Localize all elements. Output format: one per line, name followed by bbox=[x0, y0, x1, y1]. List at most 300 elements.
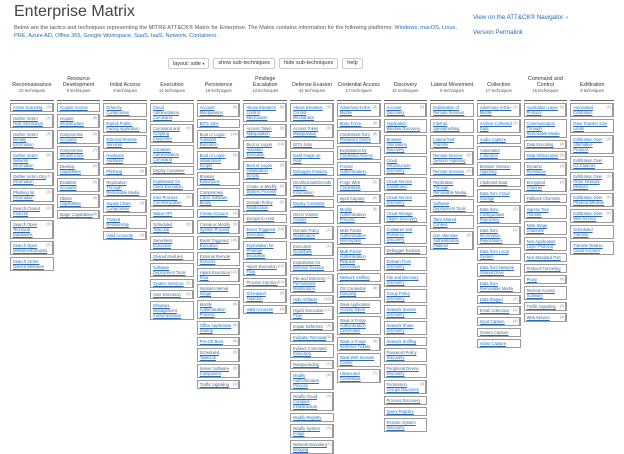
technique-cell[interactable] bbox=[337, 205, 381, 224]
technique-cell[interactable] bbox=[430, 178, 474, 197]
tactic-name: Resource Development bbox=[62, 76, 95, 88]
technique-cell[interactable] bbox=[384, 103, 428, 117]
technique-cell[interactable] bbox=[524, 205, 568, 219]
technique-cell[interactable] bbox=[197, 119, 241, 128]
technique-name: Web Service bbox=[526, 315, 550, 320]
technique-cell[interactable] bbox=[384, 321, 428, 335]
technique-cell[interactable] bbox=[103, 119, 147, 133]
technique-name: Scheduled Task/Job bbox=[246, 291, 266, 301]
tactic-header[interactable] bbox=[103, 75, 147, 101]
technique-cell[interactable] bbox=[570, 103, 614, 117]
technique-cell[interactable] bbox=[384, 348, 428, 362]
technique-cell[interactable] bbox=[57, 210, 101, 219]
page-description bbox=[14, 24, 464, 41]
technique-cell[interactable] bbox=[197, 364, 241, 378]
technique-cell[interactable] bbox=[57, 130, 101, 144]
technique-name: Network Sniffing bbox=[386, 339, 417, 344]
technique-cell[interactable] bbox=[337, 178, 381, 192]
technique-cell[interactable] bbox=[150, 263, 194, 277]
sub-technique-count: (4) bbox=[326, 394, 331, 398]
technique-cell[interactable] bbox=[197, 236, 241, 250]
technique-cell[interactable] bbox=[477, 295, 521, 304]
technique-cell[interactable] bbox=[384, 396, 428, 405]
technique-name: Masquerading bbox=[293, 362, 320, 367]
technique-cell[interactable] bbox=[10, 103, 54, 112]
technique-cell[interactable] bbox=[570, 241, 614, 255]
tactic-header[interactable] bbox=[570, 75, 614, 101]
technique-cell[interactable] bbox=[290, 274, 334, 293]
technique-name: Indicator Removal bbox=[293, 335, 327, 340]
technique-cell[interactable] bbox=[290, 199, 334, 208]
tactic-column bbox=[570, 75, 614, 408]
technique-cell[interactable] bbox=[290, 392, 334, 411]
sub-technique-count: (5) bbox=[233, 366, 238, 370]
technique-cell[interactable] bbox=[150, 290, 194, 299]
technique-cell[interactable] bbox=[197, 172, 241, 186]
technique-name: Credentials from Password Stores bbox=[339, 132, 371, 142]
technique-cell[interactable] bbox=[524, 178, 568, 192]
technique-cell[interactable] bbox=[384, 380, 428, 394]
technique-name: Adversary-in-the-Middle bbox=[339, 105, 372, 115]
technique-name: External Remote Services bbox=[199, 254, 231, 264]
tactic-technique-count: 42 techniques bbox=[298, 88, 325, 93]
technique-cell[interactable] bbox=[477, 339, 521, 348]
sub-technique-count: (3) bbox=[46, 105, 51, 109]
technique-name: Acquire Infrastructure bbox=[59, 116, 84, 126]
technique-cell[interactable] bbox=[430, 231, 474, 250]
technique-cell[interactable] bbox=[243, 214, 287, 223]
technique-cell[interactable] bbox=[384, 135, 428, 154]
technique-name: Stage Capabilities bbox=[59, 212, 93, 217]
technique-cell[interactable] bbox=[337, 300, 381, 314]
technique-cell[interactable] bbox=[337, 226, 381, 245]
technique-cell[interactable] bbox=[477, 119, 521, 133]
technique-cell[interactable] bbox=[150, 166, 194, 175]
technique-cell[interactable] bbox=[524, 162, 568, 176]
technique-name: Compromise Client Software Binary bbox=[199, 190, 228, 205]
technique-name: Unsecured Credentials bbox=[339, 371, 361, 381]
tactic-name: Execution bbox=[160, 82, 184, 88]
hide-sub-techniques-button[interactable]: hide sub-techniques bbox=[279, 58, 338, 69]
technique-cell[interactable] bbox=[524, 151, 568, 160]
sub-technique-count: (5) bbox=[279, 105, 285, 109]
technique-cell[interactable] bbox=[477, 205, 521, 224]
technique-cell[interactable] bbox=[570, 119, 614, 133]
technique-cell[interactable] bbox=[243, 182, 287, 196]
tactic-name: Initial Access bbox=[109, 82, 141, 88]
technique-cell[interactable] bbox=[243, 262, 287, 276]
technique-name: Browser Extensions bbox=[199, 174, 220, 184]
technique-cell[interactable] bbox=[477, 146, 521, 160]
technique-cell[interactable] bbox=[150, 236, 194, 250]
technique-name: Steal Web Session Cookie bbox=[339, 355, 375, 365]
technique-cell[interactable] bbox=[197, 300, 241, 319]
technique-cell[interactable] bbox=[57, 178, 101, 192]
technique-cell[interactable] bbox=[197, 188, 241, 207]
technique-cell[interactable] bbox=[197, 348, 241, 362]
technique-cell[interactable] bbox=[150, 279, 194, 288]
technique-cell[interactable] bbox=[290, 178, 334, 197]
technique-cell[interactable] bbox=[103, 231, 147, 240]
technique-cell[interactable] bbox=[197, 252, 241, 266]
technique-cell[interactable] bbox=[570, 172, 614, 191]
technique-name: Event Triggered Execution bbox=[246, 227, 276, 237]
sub-technique-count: (5) bbox=[233, 350, 238, 354]
technique-cell[interactable] bbox=[10, 241, 54, 255]
technique-name: Command and Scripting Interpreter bbox=[153, 126, 180, 141]
technique-cell[interactable] bbox=[290, 242, 334, 256]
technique-cell[interactable] bbox=[290, 210, 334, 224]
technique-name: Use Alternate Authentication Material bbox=[433, 233, 460, 248]
technique-cell[interactable] bbox=[290, 344, 334, 358]
technique-name: Data Staged bbox=[479, 297, 503, 302]
technique-cell[interactable] bbox=[337, 103, 381, 117]
technique-name: Data Encoding bbox=[526, 142, 554, 147]
technique-cell[interactable] bbox=[430, 199, 474, 213]
technique-cell[interactable] bbox=[103, 178, 147, 197]
technique-cell[interactable] bbox=[150, 209, 194, 218]
technique-cell[interactable] bbox=[290, 306, 334, 320]
tactic-header[interactable] bbox=[430, 75, 474, 101]
sub-technique-count: (3) bbox=[186, 292, 191, 296]
technique-cell[interactable] bbox=[430, 119, 474, 133]
sub-technique-count: (4) bbox=[279, 307, 285, 311]
sub-technique-count: (2) bbox=[513, 297, 518, 301]
technique-cell[interactable] bbox=[337, 119, 381, 128]
technique-cell[interactable] bbox=[384, 119, 428, 133]
technique-name: Drive-by Compromise bbox=[106, 105, 130, 115]
technique-name: Non-Standard Port bbox=[526, 255, 561, 260]
technique-cell[interactable] bbox=[290, 103, 334, 122]
technique-cell[interactable] bbox=[290, 258, 334, 272]
technique-name: Software Deployment Tools bbox=[153, 265, 186, 275]
sub-technique-count: (2) bbox=[326, 276, 331, 280]
technique-cell[interactable] bbox=[150, 177, 194, 191]
technique-cell[interactable] bbox=[384, 193, 428, 207]
tactic-header[interactable] bbox=[524, 75, 568, 101]
technique-cell[interactable] bbox=[57, 114, 101, 128]
technique-cell[interactable] bbox=[384, 273, 428, 287]
technique-cell[interactable] bbox=[103, 199, 147, 213]
technique-cell[interactable] bbox=[243, 241, 287, 260]
technique-name: Data from Configuration Repository bbox=[479, 207, 505, 222]
technique-cell[interactable] bbox=[384, 364, 428, 378]
technique-cell[interactable] bbox=[243, 225, 287, 239]
technique-cell[interactable] bbox=[290, 424, 334, 438]
sub-technique-count: (4) bbox=[233, 222, 238, 226]
technique-name: Password Policy Discovery bbox=[386, 350, 417, 360]
technique-name: Domain Policy Modification bbox=[293, 228, 320, 238]
technique-cell[interactable] bbox=[430, 167, 474, 176]
technique-cell[interactable] bbox=[384, 177, 428, 191]
technique-cell[interactable] bbox=[103, 103, 147, 117]
show-sub-techniques-button[interactable]: show sub-techniques bbox=[213, 58, 275, 69]
technique-cell[interactable] bbox=[337, 194, 381, 203]
sub-technique-count: (4) bbox=[466, 233, 471, 237]
technique-cell[interactable] bbox=[243, 305, 287, 314]
technique-cell[interactable] bbox=[477, 103, 521, 117]
technique-cell[interactable] bbox=[384, 209, 428, 223]
technique-cell[interactable] bbox=[337, 284, 381, 298]
technique-cell[interactable] bbox=[477, 247, 521, 261]
technique-name: Search Victim-Owned Websites bbox=[13, 259, 44, 269]
sub-technique-count: (4) bbox=[513, 319, 518, 323]
technique-name: Non-Application Layer Protocol bbox=[526, 239, 556, 249]
technique-cell[interactable] bbox=[524, 237, 568, 251]
technique-name: Archive Collected Data bbox=[479, 121, 512, 131]
sub-technique-count: (4) bbox=[279, 184, 285, 188]
tactic-header[interactable] bbox=[57, 75, 101, 101]
navigator-link[interactable] bbox=[473, 14, 568, 21]
technique-cell[interactable] bbox=[150, 124, 194, 143]
technique-cell[interactable] bbox=[524, 286, 568, 300]
technique-name: Group Policy Discovery bbox=[386, 291, 410, 301]
technique-cell[interactable] bbox=[243, 289, 287, 303]
technique-name: Access Token Manipulation bbox=[293, 126, 319, 136]
technique-name: Network Sniffing bbox=[339, 275, 370, 280]
technique-cell[interactable] bbox=[477, 162, 521, 176]
technique-cell[interactable] bbox=[197, 321, 241, 335]
technique-cell[interactable] bbox=[57, 103, 101, 112]
technique-cell[interactable] bbox=[197, 337, 241, 346]
technique-cell[interactable] bbox=[384, 257, 428, 271]
sub-technique-count: (8) bbox=[373, 286, 378, 290]
technique-name: Hide Artifacts bbox=[293, 297, 318, 302]
technique-cell[interactable] bbox=[384, 407, 428, 416]
technique-cell[interactable] bbox=[337, 162, 381, 176]
technique-name: Automated Collection bbox=[479, 148, 500, 158]
technique-cell[interactable] bbox=[290, 167, 334, 176]
technique-cell[interactable] bbox=[197, 151, 241, 170]
technique-name: Data Obfuscation bbox=[526, 153, 559, 158]
technique-cell[interactable] bbox=[103, 167, 147, 176]
technique-cell[interactable] bbox=[524, 194, 568, 203]
technique-cell[interactable] bbox=[524, 253, 568, 262]
tactic-header[interactable] bbox=[10, 75, 54, 101]
technique-cell[interactable] bbox=[524, 140, 568, 149]
technique-cell[interactable] bbox=[290, 440, 334, 454]
technique-cell[interactable] bbox=[10, 114, 54, 128]
technique-cell[interactable] bbox=[570, 135, 614, 154]
technique-cell[interactable] bbox=[290, 371, 334, 390]
technique-cell[interactable] bbox=[384, 337, 428, 346]
technique-cell[interactable] bbox=[150, 301, 194, 320]
technique-cell[interactable] bbox=[524, 313, 568, 322]
technique-cell[interactable] bbox=[150, 220, 194, 234]
technique-cell[interactable] bbox=[103, 151, 147, 165]
technique-cell[interactable] bbox=[570, 209, 614, 223]
technique-cell[interactable] bbox=[524, 275, 568, 284]
sub-technique-count: (4) bbox=[559, 277, 565, 281]
technique-cell[interactable] bbox=[10, 204, 54, 218]
technique-cell[interactable] bbox=[197, 284, 241, 298]
sub-technique-count: (5) bbox=[233, 339, 238, 343]
sub-technique-count: (3) bbox=[513, 121, 518, 125]
technique-name: Audio Capture bbox=[479, 137, 507, 142]
tactic-technique-count: 16 techniques bbox=[532, 88, 559, 93]
technique-cell[interactable] bbox=[290, 226, 334, 240]
technique-cell[interactable] bbox=[290, 413, 334, 422]
technique-cell[interactable] bbox=[150, 103, 194, 122]
sub-technique-count: (12) bbox=[231, 270, 238, 274]
technique-cell[interactable] bbox=[10, 130, 54, 149]
technique-cell[interactable] bbox=[57, 146, 101, 160]
technique-name: Exploitation of Remote Services bbox=[433, 105, 465, 115]
tactic-header[interactable] bbox=[477, 75, 521, 101]
technique-cell[interactable] bbox=[384, 418, 428, 432]
technique-cell[interactable] bbox=[430, 215, 474, 229]
technique-cell[interactable] bbox=[524, 103, 568, 117]
sub-technique-count: (16) bbox=[277, 227, 285, 231]
technique-name: Windows Management Instrumentation bbox=[153, 303, 182, 318]
technique-cell[interactable] bbox=[477, 279, 521, 293]
tactic-header[interactable] bbox=[197, 75, 241, 101]
technique-cell[interactable] bbox=[197, 220, 241, 234]
technique-cell[interactable] bbox=[290, 295, 334, 304]
technique-name: System Services bbox=[153, 281, 184, 286]
technique-cell[interactable] bbox=[10, 172, 54, 186]
technique-cell[interactable] bbox=[150, 252, 194, 261]
technique-name: Exploitation for Client Execution bbox=[153, 179, 183, 189]
platforms-links[interactable]: Windows, macOS, Linux, PRE, Azure AD, Office 365, Google Workspace, SaaS, IaaS, Network, Containers. bbox=[14, 25, 457, 40]
technique-cell[interactable] bbox=[430, 151, 474, 165]
technique-cell[interactable] bbox=[197, 130, 241, 149]
tactic-name: Exfiltration bbox=[579, 82, 605, 88]
sub-technique-count: (8) bbox=[92, 116, 98, 120]
technique-name: Data Transfer Size Limits bbox=[573, 121, 608, 131]
version-permalink[interactable]: Version Permalink bbox=[473, 29, 523, 36]
technique-cell[interactable] bbox=[384, 225, 428, 244]
sub-technique-count: (3) bbox=[92, 180, 98, 184]
technique-cell[interactable] bbox=[243, 103, 287, 122]
technique-cell[interactable] bbox=[337, 247, 381, 271]
technique-cell[interactable] bbox=[337, 369, 381, 383]
technique-name: Automated Exfiltration bbox=[573, 105, 594, 115]
sub-technique-count: (8) bbox=[326, 335, 331, 339]
technique-cell[interactable] bbox=[524, 119, 568, 138]
technique-cell[interactable] bbox=[477, 306, 521, 315]
help-button[interactable]: help bbox=[342, 58, 362, 69]
technique-cell[interactable] bbox=[10, 151, 54, 170]
technique-cell[interactable] bbox=[524, 221, 568, 235]
technique-cell[interactable] bbox=[477, 135, 521, 144]
technique-cell[interactable] bbox=[290, 322, 334, 331]
technique-cell[interactable] bbox=[337, 146, 381, 160]
technique-name: Browser Session Hijacking bbox=[479, 164, 511, 174]
technique-cell[interactable] bbox=[477, 178, 521, 187]
technique-cell[interactable] bbox=[384, 246, 428, 255]
technique-name: Impair Defenses bbox=[293, 324, 323, 329]
technique-name: Lateral Tool Transfer bbox=[433, 137, 455, 147]
tactic-header[interactable] bbox=[243, 75, 287, 101]
technique-cell[interactable] bbox=[10, 188, 54, 202]
tactic-column bbox=[430, 75, 474, 408]
technique-cell[interactable] bbox=[150, 193, 194, 207]
sub-technique-count: (5) bbox=[279, 291, 285, 295]
technique-cell[interactable] bbox=[290, 124, 334, 138]
technique-cell[interactable] bbox=[337, 273, 381, 282]
technique-cell[interactable] bbox=[430, 103, 474, 117]
technique-cell[interactable] bbox=[337, 130, 381, 144]
technique-cell[interactable] bbox=[477, 328, 521, 337]
sub-technique-count: (2) bbox=[186, 281, 191, 285]
technique-cell[interactable] bbox=[524, 264, 568, 273]
technique-name: Clipboard Data bbox=[479, 180, 508, 185]
sub-technique-count: (5) bbox=[233, 153, 238, 157]
technique-name: BITS Jobs bbox=[293, 142, 313, 147]
tactic-header[interactable] bbox=[337, 75, 381, 101]
technique-name: Data from Local System bbox=[479, 249, 509, 259]
technique-cell[interactable] bbox=[570, 193, 614, 207]
technique-name: Phishing for Information bbox=[13, 190, 35, 200]
technique-cell[interactable] bbox=[197, 103, 241, 117]
technique-cell[interactable] bbox=[524, 302, 568, 311]
technique-name: Create Account bbox=[199, 211, 228, 216]
technique-cell[interactable] bbox=[337, 337, 381, 351]
technique-cell[interactable] bbox=[10, 220, 54, 239]
technique-cell[interactable] bbox=[243, 124, 287, 138]
technique-cell[interactable] bbox=[477, 317, 521, 326]
technique-cell[interactable] bbox=[570, 156, 614, 170]
tactic-header[interactable] bbox=[384, 75, 428, 101]
technique-cell[interactable] bbox=[197, 209, 241, 218]
technique-name: Exploitation for Defense Evasion bbox=[293, 260, 325, 270]
technique-cell[interactable] bbox=[384, 289, 428, 303]
technique-cell[interactable] bbox=[384, 156, 428, 175]
technique-cell[interactable] bbox=[57, 194, 101, 208]
technique-name: Scheduled Task/Job bbox=[199, 350, 220, 360]
technique-cell[interactable] bbox=[243, 198, 287, 212]
sub-technique-count: (9) bbox=[326, 324, 331, 328]
technique-cell[interactable] bbox=[10, 257, 54, 271]
technique-cell[interactable] bbox=[290, 360, 334, 369]
technique-cell[interactable] bbox=[384, 305, 428, 319]
technique-cell[interactable] bbox=[337, 353, 381, 367]
technique-cell[interactable] bbox=[290, 333, 334, 342]
technique-cell[interactable] bbox=[197, 380, 241, 389]
technique-name: Email Collection bbox=[479, 308, 510, 313]
tactic-technique-count: 9 techniques bbox=[440, 88, 464, 93]
layout-select[interactable] bbox=[168, 58, 209, 69]
technique-name: Phishing bbox=[106, 169, 123, 174]
tactic-header[interactable] bbox=[290, 75, 334, 101]
technique-cell[interactable] bbox=[337, 316, 381, 335]
technique-cell[interactable] bbox=[103, 215, 147, 229]
technique-cell[interactable] bbox=[243, 161, 287, 180]
tactic-header[interactable] bbox=[150, 75, 194, 101]
technique-name: Brute Force bbox=[339, 121, 362, 126]
technique-cell[interactable] bbox=[243, 278, 287, 287]
tactic-column bbox=[290, 75, 334, 452]
technique-cell[interactable] bbox=[570, 225, 614, 239]
technique-cell[interactable] bbox=[197, 268, 241, 282]
technique-cell[interactable] bbox=[477, 263, 521, 277]
technique-name: Escape to Host bbox=[246, 216, 275, 221]
technique-name: Fallback Channels bbox=[526, 196, 561, 201]
technique-name: Multi-Factor Authentication Interception bbox=[339, 228, 366, 243]
technique-cell[interactable] bbox=[477, 226, 521, 245]
technique-cell[interactable] bbox=[150, 145, 194, 164]
technique-cell[interactable] bbox=[430, 135, 474, 149]
technique-cell[interactable] bbox=[57, 162, 101, 176]
technique-cell[interactable] bbox=[477, 189, 521, 203]
technique-cell[interactable] bbox=[103, 135, 147, 149]
technique-name: Exfiltration Over Physical Medium bbox=[573, 195, 605, 205]
technique-cell[interactable] bbox=[290, 151, 334, 165]
technique-cell[interactable] bbox=[290, 140, 334, 149]
technique-cell[interactable] bbox=[243, 140, 287, 159]
technique-name: Screen Capture bbox=[479, 330, 509, 335]
